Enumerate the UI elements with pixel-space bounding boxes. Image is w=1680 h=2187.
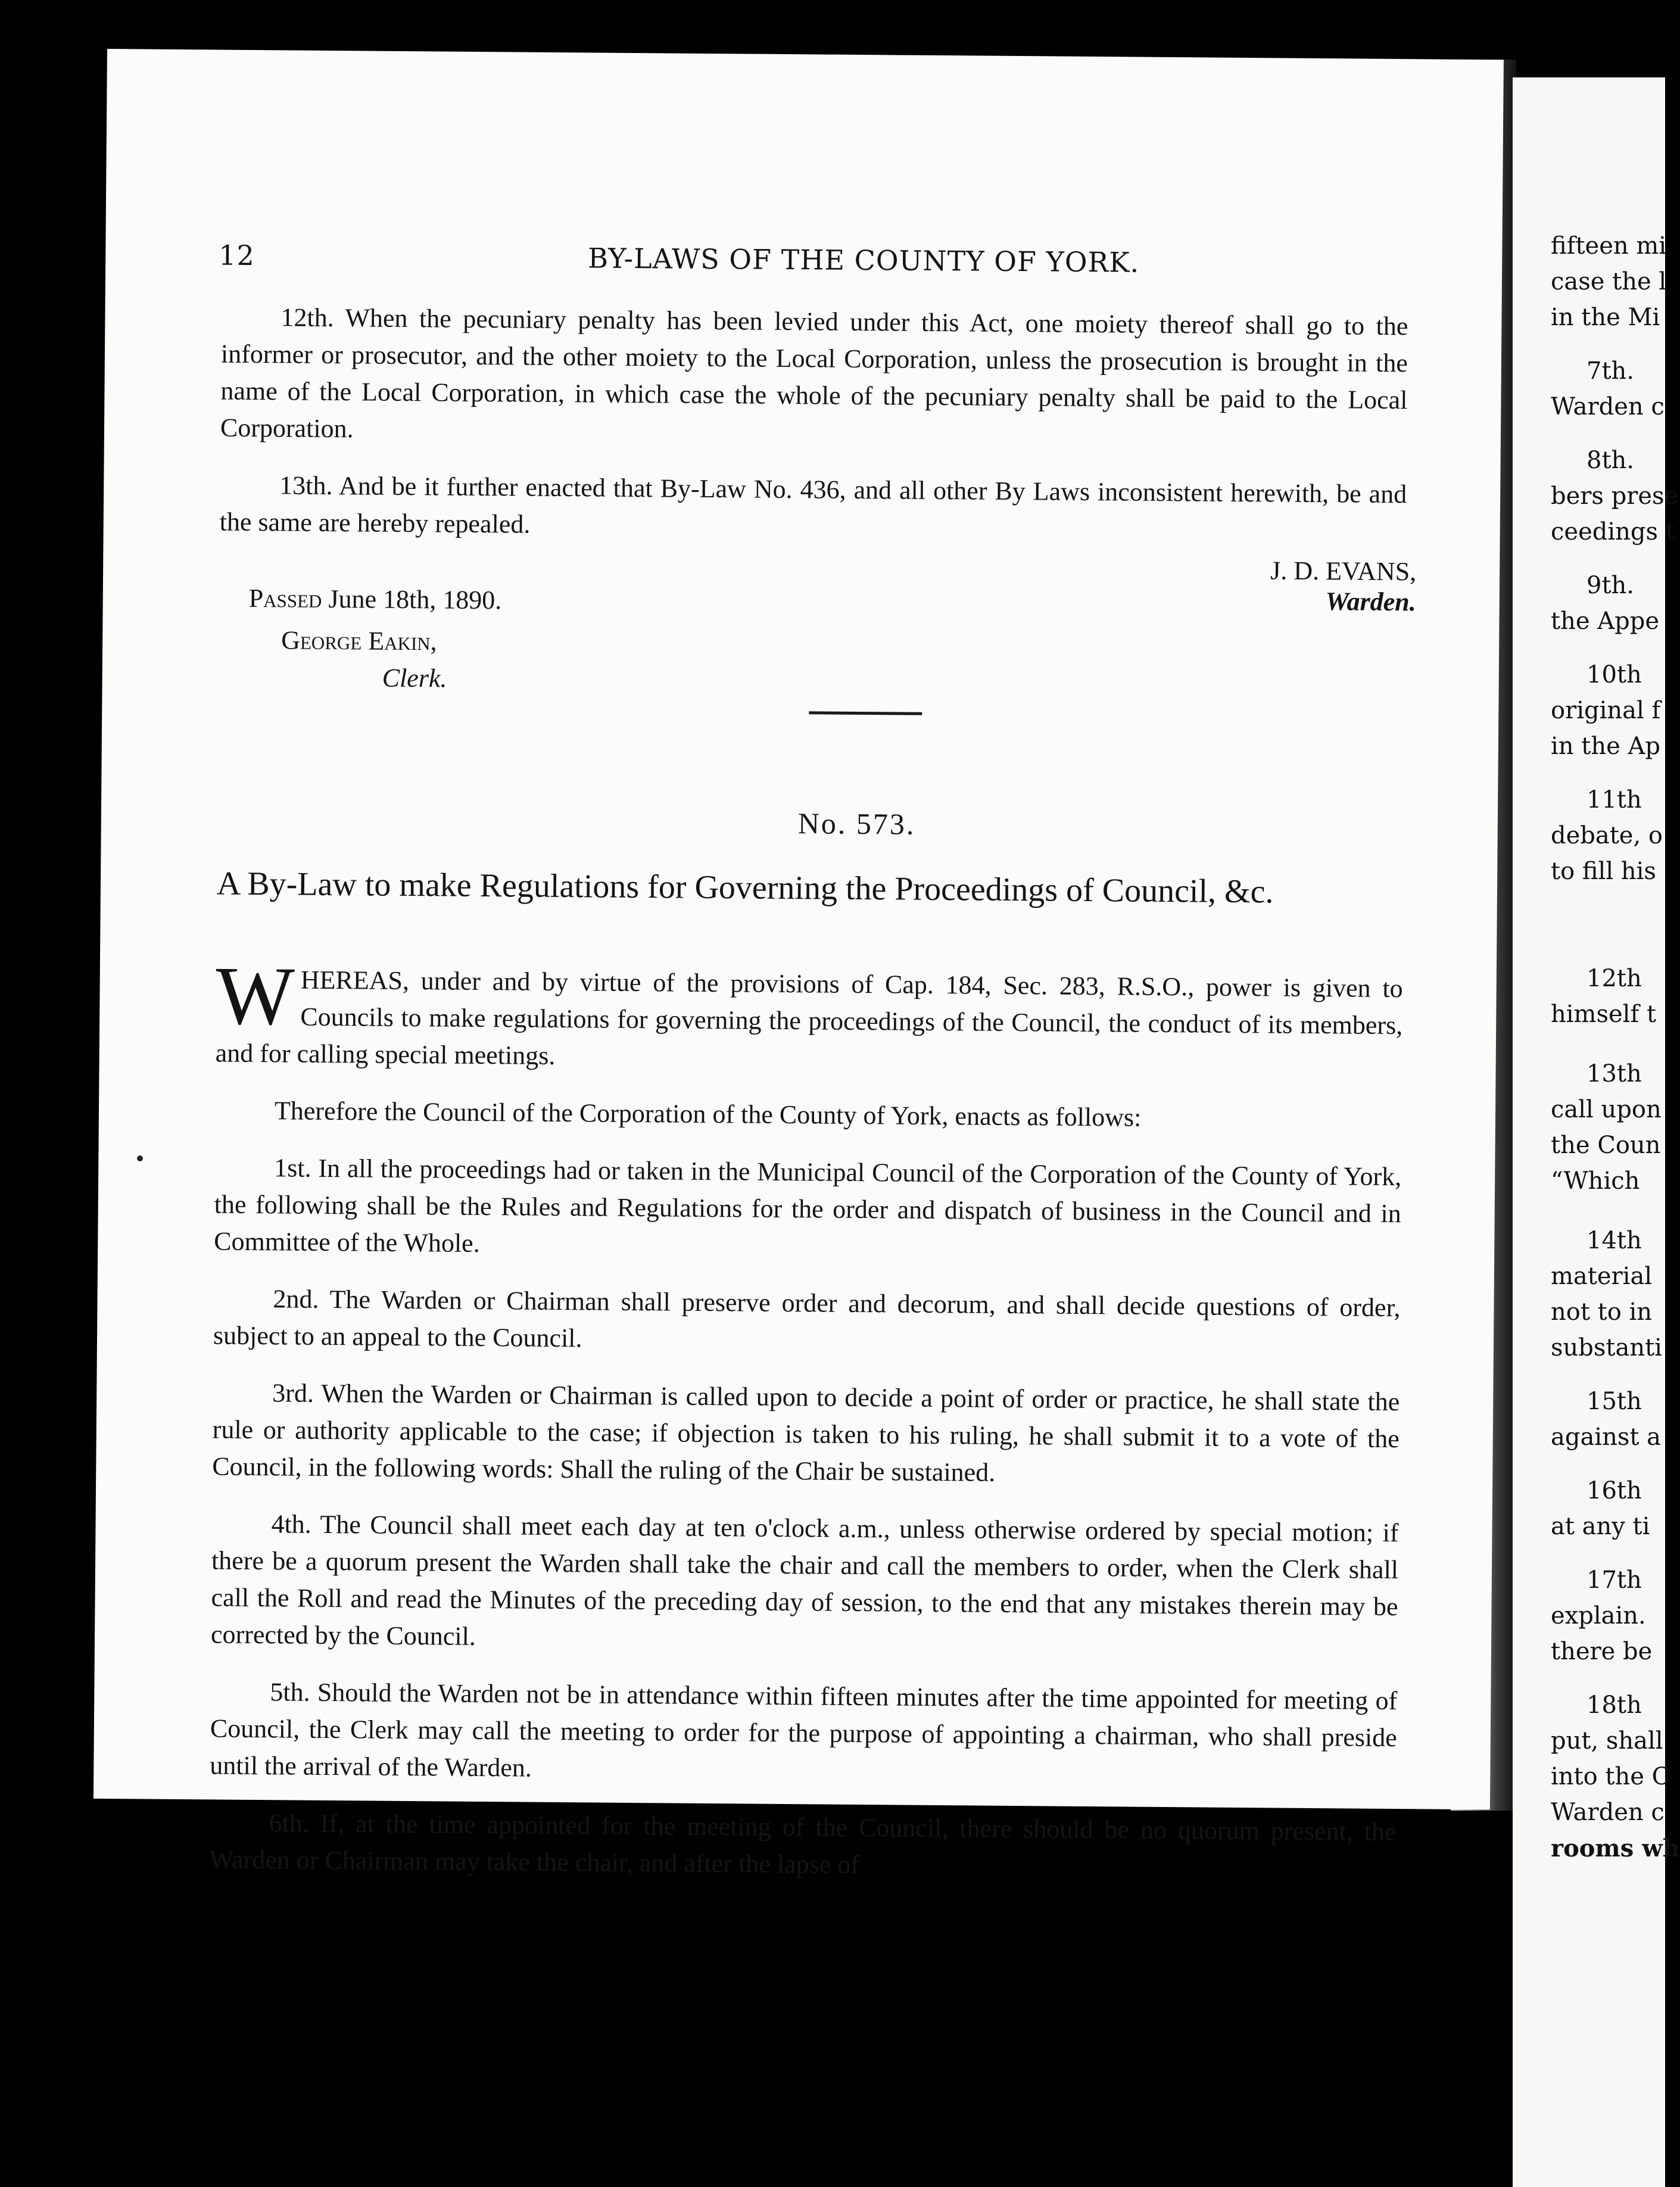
section-6th: 6th. If, at the time appointed for the meeting of the Council, there should be no quorum present, the Warden or Chairman may take the chair, and after the lapse of [208,1808,1397,1880]
left-page [93,49,1504,1880]
scan-speck [137,1155,143,1161]
right-page-line: into the C [1551,1763,1670,1790]
passed-line [249,583,502,615]
bylaw-title: A By-Law to make Regulations for Governing the Proceedings of Council, &c. [216,865,1274,911]
right-page-line: substanti [1551,1334,1662,1362]
right-page-line: material [1551,1263,1653,1290]
right-page-edge [1513,77,1680,2187]
section-2nd: 2nd. The Warden or Chairman shall preserve order and decorum, and shall decide questions of order, subject to an appeal to the Council. [213,1284,1401,1353]
right-page-line: put, shall [1551,1727,1663,1755]
section-1st: 1st. In all the proceedings had or taken in the Municipal Council of the Corporation of the County of York, the following shall be the Rules and Regulations for the order and dispatch of business in the Council and in Committee of the Whole. [214,1153,1402,1258]
right-page-line: 14th [1587,1227,1642,1254]
right-page-line: in the Ap [1551,733,1660,760]
page-number: 12 [219,239,255,272]
right-page-line: original f [1551,697,1661,724]
running-head [219,239,1502,279]
preamble-text: HEREAS, under and by virtue of the provisions of Cap. 184, Sec. 283, R.S.O., power is given to Councils to make regulations for governing the proceedings of the Council, the conduct of its members, and for calling special meetings. [215,965,1403,1070]
right-page-line: 8th. [1587,447,1634,474]
right-page-line: not to in [1551,1298,1653,1326]
running-head-title: BY-LAWS OF THE COUNTY OF YORK. [588,242,1140,279]
right-page-line: case the l [1551,268,1667,295]
right-page-line: explain. [1551,1602,1646,1630]
preamble [215,949,1403,1081]
right-page-line: 16th [1587,1477,1642,1504]
right-page-line: against a [1551,1423,1662,1451]
right-page-line: bers prese [1551,482,1679,510]
right-page-line: 13th [1587,1060,1642,1088]
section-12: 12th. When the pecuniary penalty has been levied under this Act, one moiety thereof shall go to the informer or prosecutor, and the other moiety to the Local Corporation, unless the prosecution is brought in the name of the Local Corporation, in which case the whole of the pecuniary penalty shall be paid to the Local Corporation. [220,303,1408,444]
warden-signature [1270,555,1417,617]
bylaw-body [208,949,1403,1908]
section-5th: 5th. Should the Warden not be in attendance within fifteen minutes after the time appointed for meeting of Council, the Clerk may call the meeting to order for the purpose of appointing a chairman, who shall preside until the arrival of the Warden. [210,1677,1398,1783]
right-page-line: 11th [1587,786,1642,814]
section-4th: 4th. The Council shall meet each day at ten o'clock a.m., unless otherwise ordered by special motion; if there be a quorum present the Warden shall take the chair and call the members to order, when the Clerk shall call the Roll and read the Minutes of the preceding day of session, to the end that any mistakes therein may be corrected by the Council. [210,1509,1399,1651]
clerk-title: Clerk. [382,663,447,693]
clerk-name: George Eakin, [281,625,437,656]
bylaw-number: No. 573. [797,806,916,841]
clerk-signature [280,622,447,697]
right-page-line: fifteen mi [1551,232,1667,260]
section-divider [809,711,922,715]
right-page-line: in the Mi [1551,304,1660,331]
right-page-line: there be [1551,1638,1653,1665]
right-page-line: Warden c [1551,1799,1665,1826]
right-page-line: the Appe [1551,608,1659,635]
signatory-name: J. D. EVANS, [1270,556,1417,587]
section-13: 13th. And be it further enacted that By-Law No. 436, and all other By Laws inconsistent herewith, be and the same are hereby repealed. [219,471,1407,539]
right-page-line: 12th [1587,965,1642,992]
right-page-line: debate, o [1551,822,1663,849]
right-page-line: 15th [1587,1388,1642,1415]
right-page-line: 9th. [1587,572,1634,599]
right-page-line: ceedings t [1551,518,1675,546]
right-page-line: 18th [1587,1691,1642,1719]
enacting-clause: Therefore the Council of the Corporation of the County of York, enacts as follows: [274,1096,1142,1132]
right-page-line: 7th. [1587,357,1634,385]
section-3rd: 3rd. When the Warden or Chairman is called upon to decide a point of order or practice, he shall state the rule or authority applicable to the case; if objection is taken to his ruling, he shall submit it to a vote of the Council, in the following words: Shall the ruling of the Chair be sustained. [212,1378,1400,1487]
passed-label: Passed [248,583,322,613]
right-page-line: “Which [1551,1167,1640,1195]
right-page-line: himself t [1551,1001,1657,1028]
right-page-line: rooms wh [1551,1834,1680,1862]
right-page-line: 17th [1587,1566,1642,1594]
passed-date: June 18th, 1890. [328,584,502,615]
sections-12-13 [219,299,1408,571]
right-page-line: 10th [1587,661,1642,688]
preamble-drop-cap: W [215,949,295,1043]
right-page-line: to fill his [1551,858,1656,885]
right-page-line: the Coun [1551,1132,1661,1159]
signatory-title: Warden. [1325,587,1416,617]
right-page-line: at any ti [1551,1513,1650,1540]
right-page-line: call upon [1551,1096,1662,1123]
right-page-line: Warden c [1551,393,1665,420]
